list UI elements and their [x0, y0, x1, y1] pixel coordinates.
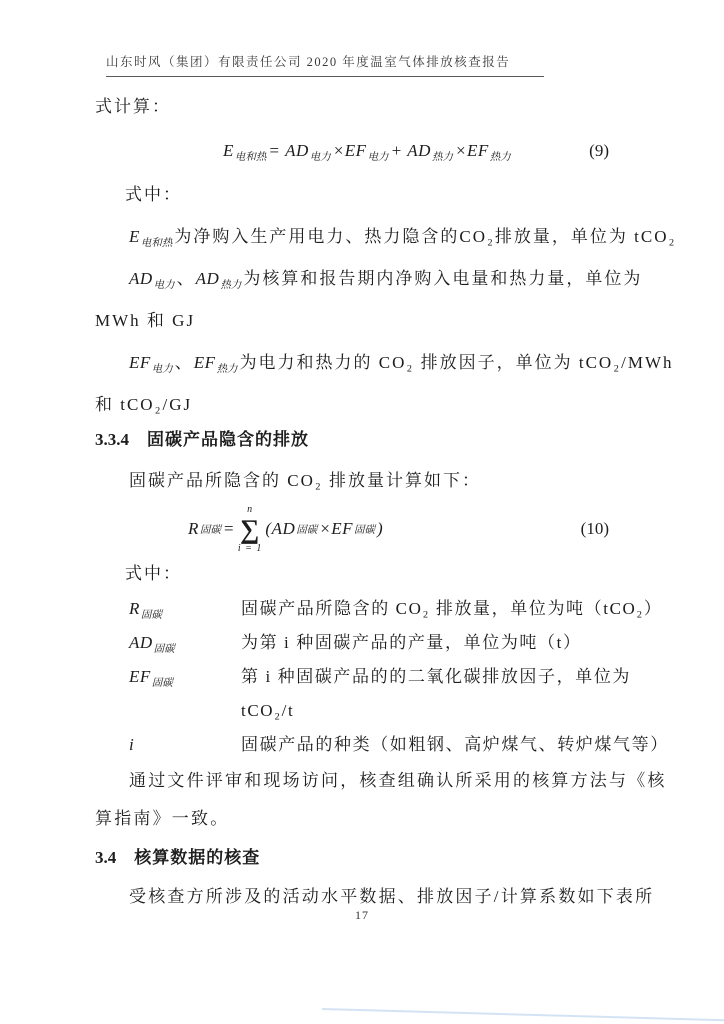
where-label-1: 式中：	[125, 185, 182, 204]
definition-term	[129, 694, 241, 728]
equation-10-body: R 固碳 = n ∑ i = 1 ( AD 固碳 × EF 固碳 )	[188, 503, 384, 554]
definition-row-continuation	[95, 694, 627, 728]
equation-9	[95, 128, 627, 174]
page-number: 17	[355, 908, 369, 922]
definition-term: $AD_{固碳}$	[129, 633, 175, 655]
paragraph-calc: 式计算：	[95, 97, 171, 116]
definition-desc: 为第 i 种固碳产品的产量，单位为吨（t）	[241, 633, 582, 652]
paragraph-334-intro: 固碳产品所隐含的 CO₂ 排放量计算如下：	[129, 471, 482, 490]
equation-9-number: (9)	[589, 141, 609, 160]
equation-10-number: (10)	[580, 519, 609, 538]
definition-term: $R_{固碳}$	[129, 599, 162, 621]
section-heading-3-4	[95, 838, 627, 878]
definition-ad: $AD_{电力}$ 、$AD_{热力}$ 为核算和报告期内净购入电量和热力量，单位为	[129, 269, 643, 291]
summation-symbol: n ∑ i = 1	[237, 503, 263, 554]
document-body	[95, 86, 677, 916]
definition-ef-continuation: 和 tCO₂/GJ	[95, 395, 193, 414]
equation-10	[95, 502, 627, 556]
definition-ad-continuation: MWh 和 GJ	[95, 311, 196, 330]
paragraph-confirmation-line2: 算指南》一致。	[95, 809, 230, 828]
section-heading-3-3-4	[95, 420, 627, 460]
definition-ef: $EF_{电力}$ 、$EF_{热力}$ 为电力和热力的 CO₂ 排放因子，单位为 tCO₂/MWh	[129, 353, 674, 375]
page-header-title: 山东时风（集团）有限责任公司 2020 年度温室气体排放核查报告	[106, 52, 544, 77]
section-title: 固碳产品隐含的排放	[147, 430, 309, 449]
scan-artifact-line	[322, 1008, 724, 1022]
section-title: 核算数据的核查	[134, 848, 261, 867]
definition-e: $E_{电和热}$ 为净购入生产用电力、热力隐含的CO₂排放量，单位为 tCO₂	[129, 227, 677, 249]
definition-term: $EF_{固碳}$	[129, 667, 173, 689]
section-number: 3.4	[95, 848, 117, 867]
definition-desc: 第 i 种固碳产品的的二氧化碳排放因子，单位为	[241, 667, 632, 686]
section-number: 3.3.4	[95, 430, 129, 449]
paragraph-confirmation-line1: 通过文件评审和现场访问，核查组确认所采用的核算方法与《核	[129, 771, 667, 790]
where-label-2: 式中：	[125, 564, 182, 583]
definition-desc: 固碳产品所隐含的 CO₂ 排放量，单位为吨（tCO₂）	[241, 599, 663, 618]
definition-desc: 固碳产品的种类（如粗钢、高炉煤气、转炉煤气等）	[241, 735, 669, 754]
paragraph-34-intro: 受核查方所涉及的活动水平数据、排放因子/计算系数如下表所	[129, 887, 655, 906]
definition-row-ef	[95, 660, 632, 694]
definition-row-ad	[95, 626, 627, 660]
definition-row-r	[95, 592, 663, 626]
definition-term: i	[129, 735, 135, 754]
equation-9-body: $E_{电和热} = AD_{电力} \times EF_{电力} + AD_{热力} \times EF_{热力}$	[223, 141, 511, 163]
definition-desc: tCO₂/t	[241, 701, 295, 720]
definition-row-i	[95, 728, 669, 762]
